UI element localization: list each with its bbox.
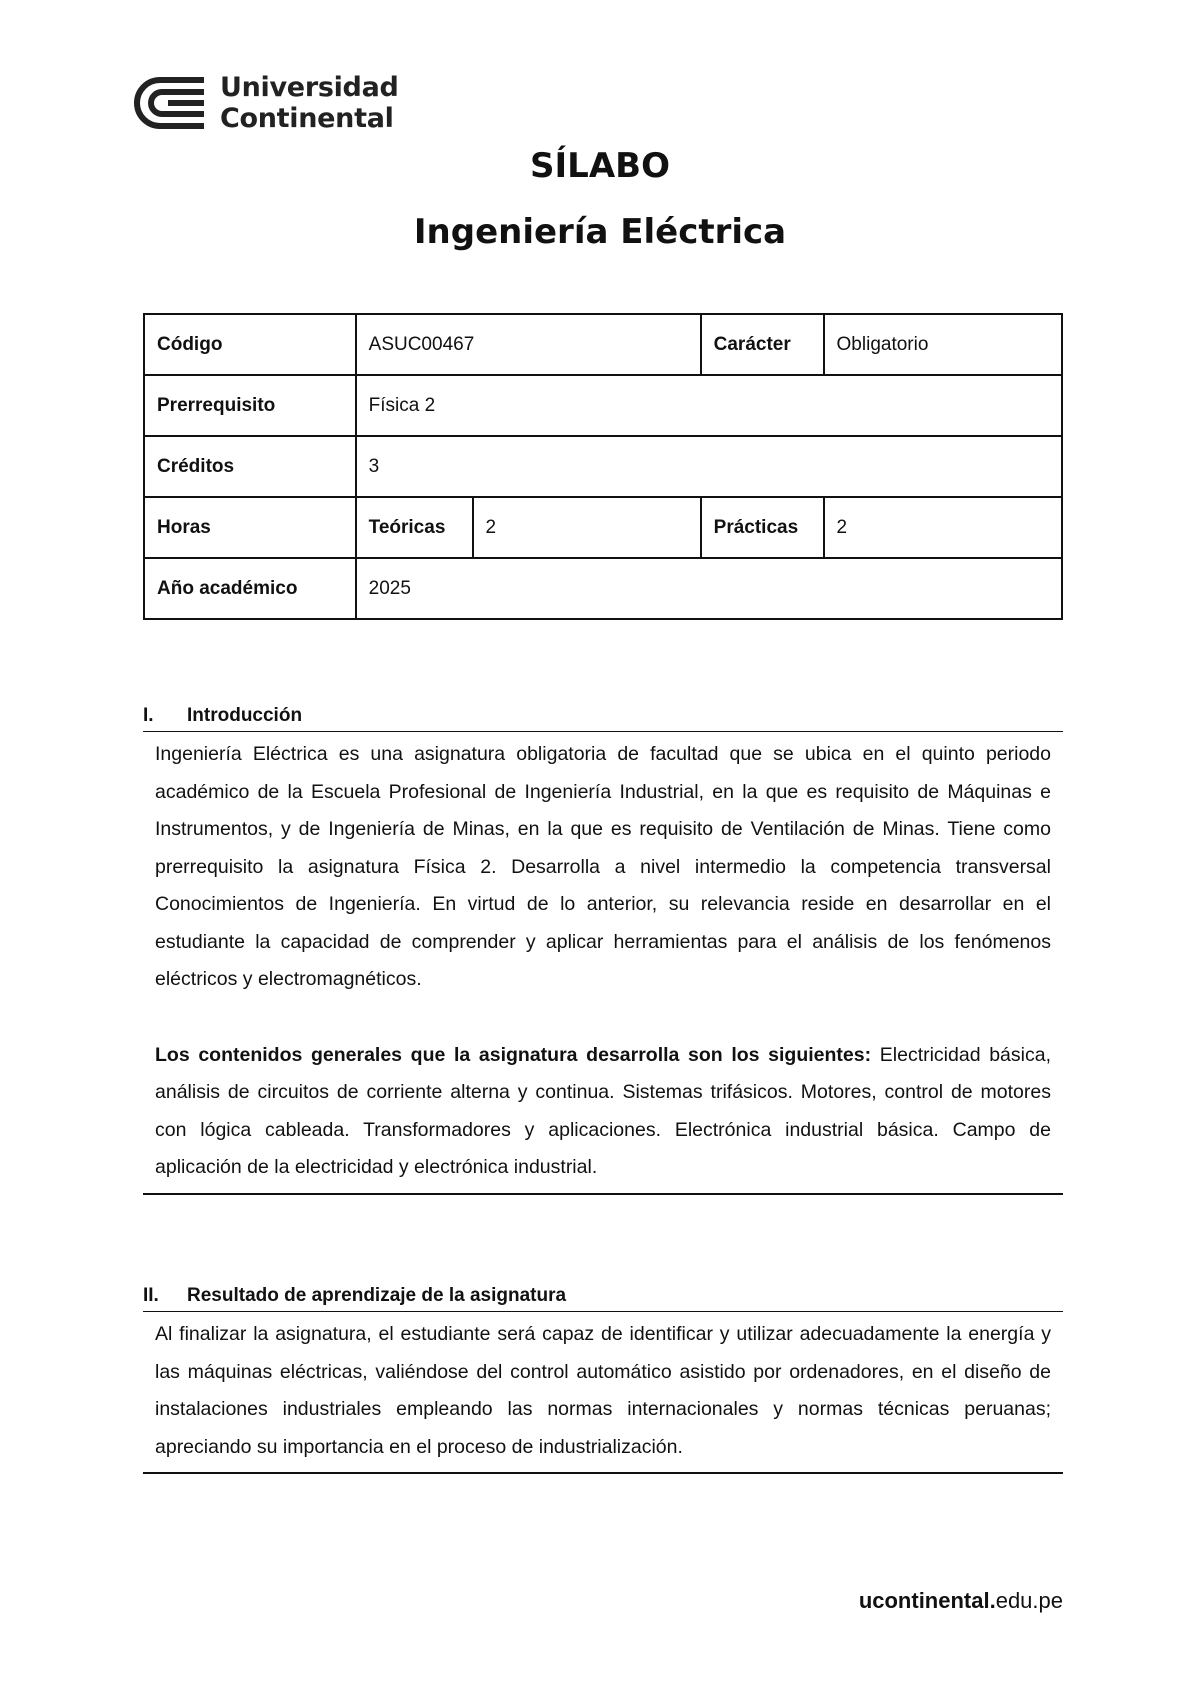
footer-website (859, 1588, 1063, 1614)
codigo-label: Código (144, 314, 356, 375)
section-number: II. (143, 1285, 159, 1306)
document-title: SÍLABO (530, 146, 670, 186)
horas-label: Horas (144, 497, 356, 558)
section-title: Resultado de aprendizaje de la asignatura (187, 1285, 567, 1306)
contents-text: Electricidad básica, análisis de circuitos de corriente alterna y continua. Sistemas trifásicos. Motores, control de motores con lógica cableada. Transformadores y aplicaciones. Electrónica industrial básica. Campo de aplicación de la electricidad y electrónica industrial. (155, 1043, 1051, 1178)
footer-domain-bold: ucontinental. (858, 1588, 996, 1613)
intro-paragraph: Ingeniería Eléctrica es una asignatura obligatoria de facultad que se ubica en el quinto periodo académico de la Escuela Profesional de Ingeniería Industrial, en la que es requisito de Máquinas e Instrumentos, y de Ingeniería de Minas, en la que es requisito de Ventilación de Minas. Tiene como prerrequisito la asignatura Física 2. Desarrolla a nivel intermedio la competencia transversal Conocimientos de Ingeniería. En virtud de lo anterior, su relevancia reside en desarrollar en el estudiante la capacidad de comprender y aplicar herramientas para el análisis de los fenómenos eléctricos y electromagnéticos. (155, 743, 1051, 990)
codigo-value: ASUC00467 (356, 314, 701, 375)
caracter-value: Obligatorio (824, 314, 1062, 375)
contents-paragraph (155, 1037, 1051, 1187)
logo-line-2: Continental (220, 103, 394, 134)
logo-line-1: Universidad (220, 72, 399, 103)
section-heading-introduccion (143, 705, 1063, 732)
row-horas (144, 497, 1062, 558)
row-prerrequisito (144, 375, 1062, 436)
continental-logo-icon (134, 76, 210, 130)
section-title: Introducción (187, 705, 303, 726)
row-anio (144, 558, 1062, 619)
learning-outcome-paragraph: Al finalizar la asignatura, el estudiante será capaz de identificar y utilizar adecuadamente la energía y las máquinas eléctricas, valiéndose del control automático asistido por ordenadores, en el diseño de instalaciones industriales empleando las normas internacionales y normas técnicas peruanas; apreciando su importancia en el proceso de industrialización. (155, 1323, 1051, 1458)
course-info-table (143, 313, 1063, 620)
contents-lead: Los contenidos generales que la asignatura desarrolla son los siguientes: (155, 1043, 872, 1066)
row-codigo (144, 314, 1062, 375)
section-number: I. (143, 705, 154, 726)
creditos-label: Créditos (144, 436, 356, 497)
section-body-resultado (143, 1316, 1063, 1474)
creditos-value: 3 (356, 436, 1062, 497)
row-creditos (144, 436, 1062, 497)
university-logo (134, 72, 399, 134)
section-body-introduccion (143, 736, 1063, 1195)
anio-value: 2025 (356, 558, 1062, 619)
caracter-label: Carácter (701, 314, 824, 375)
prerrequisito-value: Física 2 (356, 375, 1062, 436)
practicas-value: 2 (824, 497, 1062, 558)
practicas-label: Prácticas (701, 497, 824, 558)
logo-text (220, 72, 399, 134)
footer-domain-rest: edu.pe (995, 1588, 1063, 1613)
teoricas-value: 2 (473, 497, 701, 558)
prerrequisito-label: Prerrequisito (144, 375, 356, 436)
anio-label: Año académico (144, 558, 356, 619)
section-heading-resultado (143, 1285, 1063, 1312)
course-name: Ingeniería Eléctrica (413, 212, 787, 252)
teoricas-label: Teóricas (356, 497, 473, 558)
